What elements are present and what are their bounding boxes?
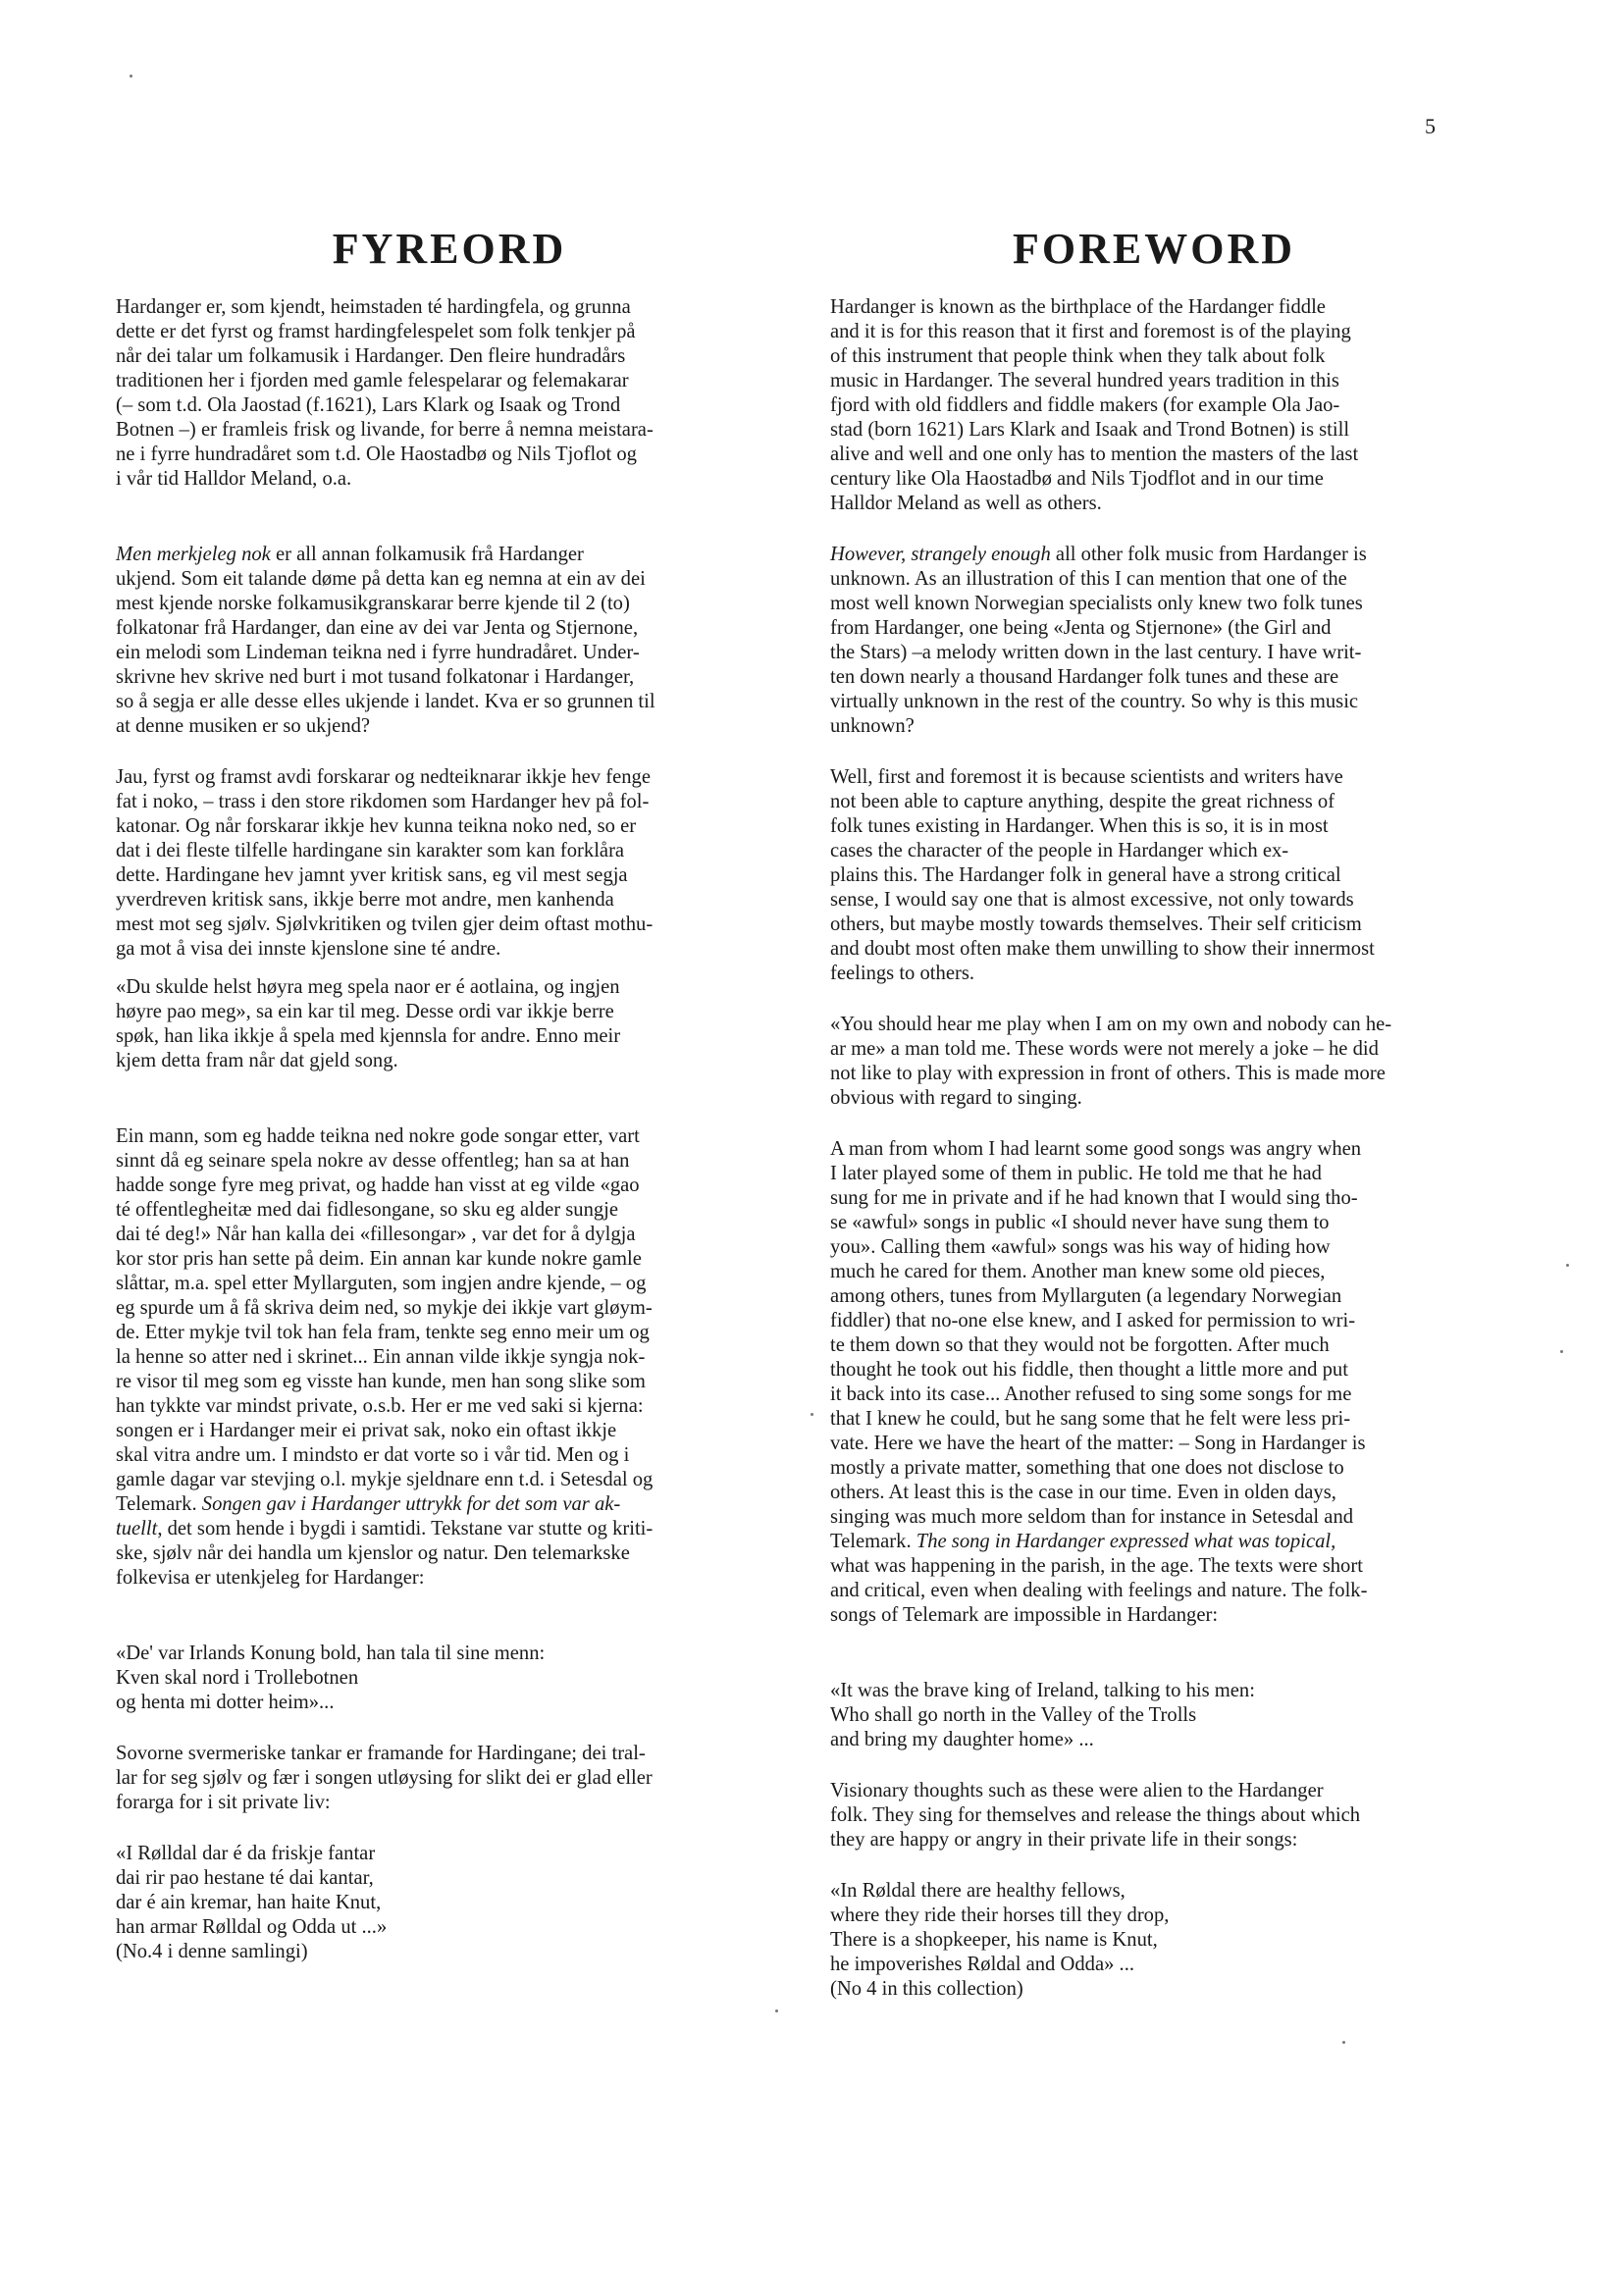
scan-speck	[1560, 1350, 1563, 1353]
scan-speck	[775, 2009, 778, 2012]
scan-speck	[130, 75, 132, 78]
italic-phrase: The song in Hardanger expressed what was topical,	[916, 1531, 1336, 1552]
paragraph-5	[116, 1124, 763, 1591]
verse-2: «In Røldal there are healthy fellows, where they ride their horses till they drop, There is a shopkeeper, his name is Knut, he impoverishes Røldal and Odda» ... (No 4 in this collection)	[830, 1880, 1170, 2000]
verse-2: «I Rølldal dar é da friskje fantar dai rir pao hestane té dai kantar, dar é ain kremar, han haite Knut, han armar Rølldal og Odda ut ...» (No.4 i denne samlingi)	[116, 1843, 388, 1962]
paragraph-3: Jau, fyrst og framst avdi forskarar og nedteiknarar ikkje hev fenge fat i noko, – trass i den store rikdomen som Hardanger hev på fol- katonar. Og når forskarar ikkje hev kunna teikna noko ned, so er dat i dei fleste tilfelle hardingane sin karakter som kan forklåra dette. Hardingane hev jamnt yver kritisk sans, eg vil mest segja yverdreven kritisk sans, ikkje berre mot andre, men kanhenda mest mot seg sjølv. Sjølvkritiken og tvilen gjer deim oftast mothu- ga mot å visa dei innste kjenslone sine té andre.	[116, 766, 654, 960]
paragraph-5-text-a: Ein mann, som eg hadde teikna ned nokre gode songar etter, vart sinnt då eg seinare spela nokre av desse offentleg; han sa at han hadde songe fyre meg privat, og hadde han visst at eg vilde «gao té offentlegheitæ med dai fidlesongane, so sku eg alder sungje dai té deg!» Når han kalla dei «fillesongar» , var det for å dylgja kor stor pris han sette på deim. Ein annan kar kunde nokre gamle slåttar, m.a. spel etter Myllarguten, som ingjen andre kjende, – og eg spurde um å få skriva deim ned, so mykje dei ikkje vart gløym- de. Etter mykje tvil tok han fela fram, tenkte seg enno meir um og la henne so atter ned i skrinet... Ein annan vilde ikkje syngja nok- re visor til meg som eg visste han kunde, men han song slike som han tykkte var mindst private, o.s.b. Her er me ved saki si kjerna: songen er i Hardanger meir ei privat sak, noko ein oftast ikkje skal vitra andre um. I mindsto er dat vorte so i vår tid. Men og i gamle dagar var stevjing o.l. mykje sjeldnare enn t.d. i Setesdal og Telemark.	[116, 1125, 654, 1515]
paragraph-2	[116, 543, 763, 739]
left-column-norwegian	[116, 224, 763, 1964]
scan-speck	[1342, 2041, 1345, 2044]
italic-phrase: Songen gav i Hardanger uttrykk for det som var ak- tuellt	[116, 1493, 621, 1539]
paragraph-2	[830, 543, 1478, 739]
paragraph-1: Hardanger er, som kjendt, heimstaden té hardingfela, og grunna dette er det fyrst og framst hardingfelespelet som folk tenkjer på når dei talar um folkamusik i Hardanger. Den fleire hundradårs traditionen her i fjorden med gamle felespelarar og felemakarar (– som t.d. Ola Jaostad (f.1621), Lars Klark og Isaak og Trond Botnen –) er framleis frisk og livande, for berre å nemna meistara- ne i fyrre hundradåret som t.d. Ole Haostadbø og Nils Tjoflot og i vår tid Halldor Meland, o.a.	[116, 296, 654, 490]
paragraph-6: Visionary thoughts such as these were alien to the Hardanger folk. They sing for themselves and release the things about which they are happy or angry in their private life in their songs:	[830, 1780, 1361, 1851]
italic-lead: Men merkjeleg nok	[116, 544, 271, 565]
paragraph-5-text-b: what was happening in the parish, in the age. The texts were short and critical, even when dealing with feelings and nature. The folk- songs of Telemark are impossible in Hardanger:	[830, 1555, 1368, 1626]
paragraph-2-text: all other folk music from Hardanger is unknown. As an illustration of this I can mention that one of the most well known Norwegian specialists only knew two folk tunes from Hardanger, one being «Jenta og Stjernone» (the Girl and the Stars) –a melody written down in the last century. I have writ- ten down nearly a thousand Hardanger folk tunes and these are virtually unknown in the rest of the country. So why is this music unknown?	[830, 544, 1367, 737]
page-number: 5	[1425, 114, 1436, 138]
paragraph-2-text: er all annan folkamusik frå Hardanger ukjend. Som eit talande døme på detta kan eg nemna at ein av dei mest kjende norske folkamusikgranskarar berre kjende til 2 (to) folkatonar frå Hardanger, dan eine av dei var Jenta og Stjernone, ein melodi som Lindeman teikna ned i fyrre hundradåret. Under- skrivne hev skrive ned burt i mot tusand folkatonar i Hardanger, so å segja er alle desse elles ukjende i landet. Kva er so grunnen til at denne musiken er so ukjend?	[116, 544, 655, 737]
italic-lead: However, strangely enough	[830, 544, 1051, 565]
verse-1: «It was the brave king of Ireland, talking to his men: Who shall go north in the Valley of the Trolls and bring my daughter home» ...	[830, 1680, 1255, 1750]
title-foreword: FOREWORD	[1013, 225, 1295, 273]
scan-speck	[811, 1413, 813, 1416]
paragraph-5-text-b: , det som hende i bygdi i samtidi. Tekstane var stutte og kriti- ske, sjølv når dei handla um kjenslor og natur. Den telemarkske folkevisa er utenkjeleg for Hardanger:	[116, 1518, 654, 1589]
paragraph-3: Well, first and foremost it is because scientists and writers have not been able to capture anything, despite the great richness of folk tunes existing in Hardanger. When this is so, it is in most cases the character of the people in Hardanger which ex- plains this. The Hardanger folk in general have a strong critical sense, I would say one that is almost excessive, not only towards others, but maybe mostly towards themselves. Their self criticism and doubt most often make them unwilling to show their innermost feelings to others.	[830, 766, 1375, 984]
right-column-english	[830, 224, 1478, 2002]
paragraph-5	[830, 1137, 1478, 1628]
paragraph-4: «Du skulde helst høyra meg spela naor er é aotlaina, og ingjen høyre pao meg», sa ein kar til meg. Desse ordi var ikkje berre spøk, han lika ikkje å spela med kjennsla for andre. Enno meir kjem detta fram når dat gjeld song.	[116, 976, 621, 1071]
paragraph-5-text-a: A man from whom I had learnt some good songs was angry when I later played some of them in public. He told me that he had sung for me in private and if he had known that I would sing tho- se «awful» songs in public «I should never have sung them to you». Calling them «awful» songs was his way of hiding how much he cared for them. Another man knew some old pieces, among others, tunes from Myllarguten (a legendary Norwegian fiddler) that no-one else knew, and I asked for permission to wri- te them down so that they would not be forgotten. After much thought he took out his fiddle, then thought a little more and put it back into its case... Another refused to sing some songs for me that I knew he could, but he sang some that he felt were less pri- vate. Here we have the heart of the matter: – Song in Hardanger is mostly a private matter, something that one does not disclose to others. At least this is the case in our time. Even in olden days, singing was much more seldom than for instance in Setesdal and Telemark.	[830, 1138, 1366, 1552]
title-fyreord: FYREORD	[332, 225, 567, 273]
paragraph-4: «You should hear me play when I am on my own and nobody can he- ar me» a man told me. These words were not merely a joke – he did not like to play with expression in front of others. This is made more obvious with regard to singing.	[830, 1014, 1392, 1109]
verse-1: «De' var Irlands Konung bold, han tala til sine menn: Kven skal nord i Trollebotnen og henta mi dotter heim»...	[116, 1643, 546, 1713]
scan-speck	[1566, 1264, 1569, 1267]
paragraph-6: Sovorne svermeriske tankar er framande for Hardingane; dei tral- lar for seg sjølv og fær i songen utløysing for slikt dei er glad eller forarga for i sit private liv:	[116, 1743, 653, 1813]
paragraph-1: Hardanger is known as the birthplace of the Hardanger fiddle and it is for this reason that it first and foremost is of the playing of this instrument that people think when they talk about folk music in Hardanger. The several hundred years tradition in this fjord with old fiddlers and fiddle makers (for example Ola Jao- stad (born 1621) Lars Klark and Isaak and Trond Botnen) is still alive and well and one only has to mention the masters of the last century like Ola Haostadbø and Nils Tjodflot and in our time Halldor Meland as well as others.	[830, 296, 1359, 514]
